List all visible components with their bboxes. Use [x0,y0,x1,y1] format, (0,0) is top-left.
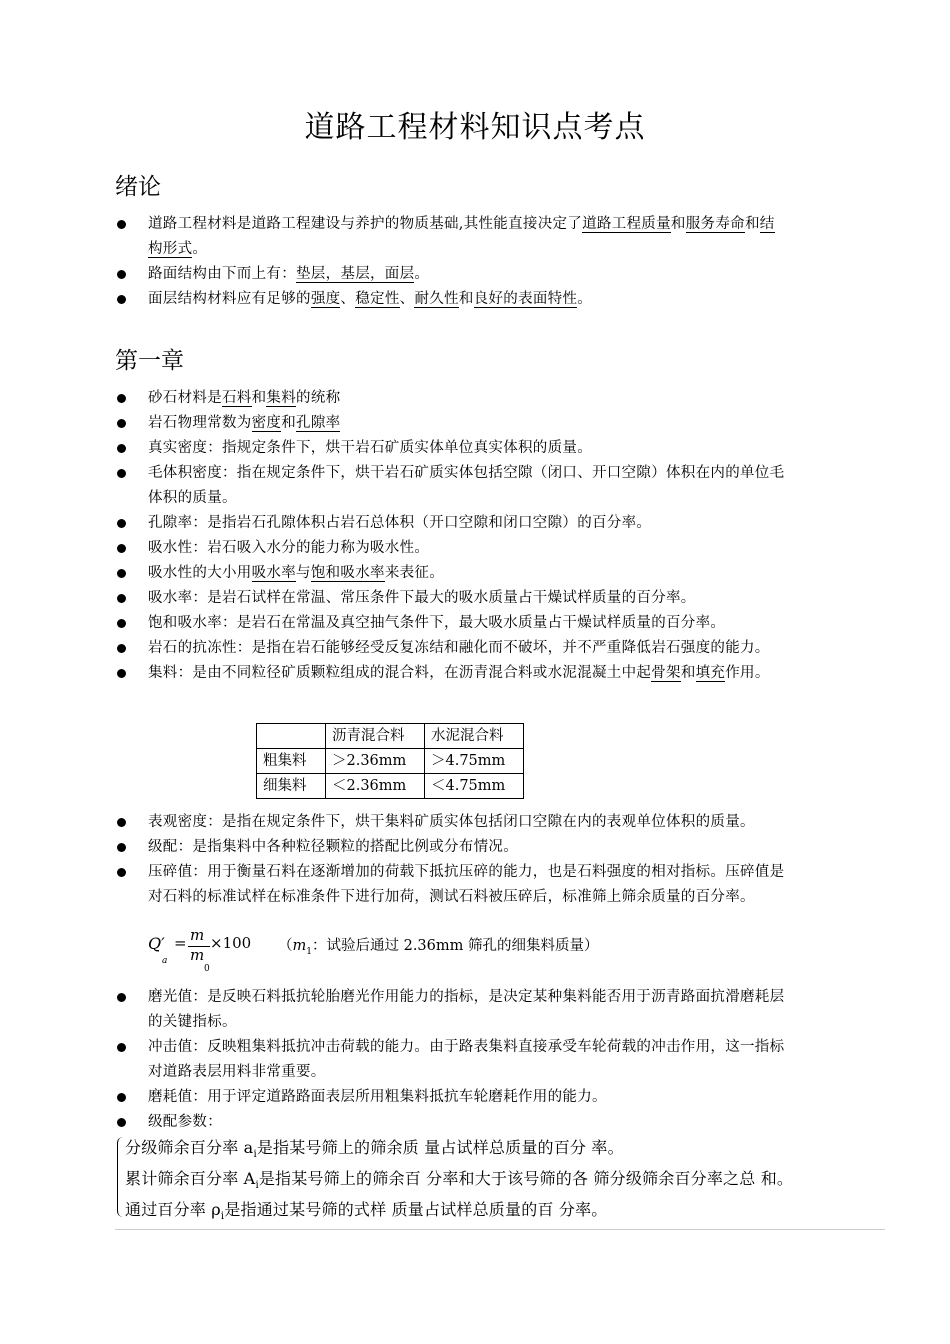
list-item: 道路工程材料是道路工程建设与养护的物质基础,其性能直接决定了道路工程质量和服务寿命和结 构形式。 [115,212,875,262]
list-item: 冲击值：反映粗集料抵抗冲击荷载的能力。由于路表集料直接承受车轮荷载的冲击作用，这一指标 对道路表层用料非常重要。 [115,1035,875,1085]
list-item: 磨耗值：用于评定道路路面表层所用粗集料抵抗车轮磨耗作用的能力。 [115,1085,875,1110]
list-item: 级配：是指集料中各种粒径颗粒的搭配比例或分布情况。 [115,835,875,860]
table-header-row [257,724,524,749]
list-item: 岩石的抗冻性：是指在岩石能够经受反复冻结和融化而不破坏，并不严重降低岩石强度的能力。 [115,636,875,661]
table-cell: ＞4.75mm [425,749,524,774]
aggregate-size-table [256,723,524,799]
bottom-divider [115,1229,885,1230]
grading-param-row: 分级筛余百分率 $a_i$是指某号筛上的筛余质 量占试样总质量的百分 率。 [125,1138,624,1161]
list-item: 吸水性的大小用吸水率与饱和吸水率来表征。 [115,561,875,586]
list-item: 压碎值：用于衡量石料在逐渐增加的荷载下抵抗压碎的能力，也是石料强度的相对指标。压碎值是 对石料的标准试样在标准条件下进行加荷，测试石料被压碎后，标准筛上筛余质量的百分率。 [115,860,875,910]
list-item: 孔隙率：是指岩石孔隙体积占岩石总体积（开口空隙和闭口空隙）的百分率。 [115,511,875,536]
list-item: 磨光值：是反映石料抵抗轮胎磨光作用能力的指标，是决定某种集料能否用于沥青路面抗滑磨耗层 的关键指标。 [115,985,875,1035]
table-cell: ＞2.36mm [326,749,425,774]
table-row [257,749,524,774]
formula-lhs: Q′ [148,934,165,953]
list-item: 吸水率：是岩石试样在常温、常压条件下最大的吸水质量占干燥试样质量的百分率。 [115,586,875,611]
grading-param-row: 累计筛余百分率 $A_i$是指某号筛上的筛余百 分率和大于该号筛的各 筛分级筛余百分率之总 和。 [125,1169,794,1192]
formula-denominator: m [190,946,205,964]
grading-parameters [115,1135,895,1225]
formula-multiplier: ×100 [210,934,252,952]
formula-equals: = [174,934,187,952]
formula-numerator: m [190,926,205,944]
list-item: 吸水性：岩石吸入水分的能力称为吸水性。 [115,536,875,561]
list-item: 岩石物理常数为密度和孔隙率 [115,411,875,436]
table-header-cell: 沥青混合料 [326,724,425,749]
table-cell [257,724,326,749]
list-item: 表观密度：是指在规定条件下，烘干集料矿质实体包括闭口空隙在内的表观单位体积的质量。 [115,810,875,835]
left-brace [117,1137,124,1217]
list-item: 路面结构由下而上有：垫层，基层，面层。 [115,262,875,287]
crushing-value-formula [148,928,748,978]
list-item: 毛体积密度：指在规定条件下，烘干岩石矿质实体包括空隙（闭口、开口空隙）体积在内的单位毛 体积的质量。 [115,461,875,511]
grading-param-row: 通过百分率 $\rho_i$是指通过某号筛的式样 质量占试样总质量的百 分率。 [125,1200,608,1223]
list-item: 集料：是由不同粒径矿质颗粒组成的混合料，在沥青混合料或水泥混凝土中起骨架和填充作用。 [115,661,875,686]
table-cell: ＜4.75mm [425,774,524,799]
table-header-cell: 水泥混合料 [425,724,524,749]
formula-note: （$m_1$：试验后通过 2.36mm 筛孔的细集料质量） [278,938,599,957]
chapter1-bullet-list-2 [115,810,875,910]
list-item: 面层结构材料应有足够的强度、稳定性、耐久性和良好的表面特性。 [115,287,875,312]
chapter1-bullet-list-3 [115,985,875,1135]
list-item: 级配参数： [115,1110,875,1135]
table-cell: 细集料 [257,774,326,799]
intro-bullet-list [115,212,875,312]
table-cell: 粗集料 [257,749,326,774]
table-row [257,774,524,799]
formula-lhs-subscript: a [162,956,168,966]
section-heading-chapter1: 第一章 [115,348,184,374]
formula-denominator-subscript: 0 [204,964,210,974]
document-title: 道路工程材料知识点考点 [304,110,646,145]
list-item: 真实密度：指规定条件下，烘干岩石矿质实体单位真实体积的质量。 [115,436,875,461]
list-item: 饱和吸水率：是岩石在常温及真空抽气条件下，最大吸水质量占干燥试样质量的百分率。 [115,611,875,636]
chapter1-bullet-list [115,386,875,686]
table-cell: ＜2.36mm [326,774,425,799]
list-item: 砂石材料是石料和集料的统称 [115,386,875,411]
section-heading-intro: 绪论 [115,174,161,200]
